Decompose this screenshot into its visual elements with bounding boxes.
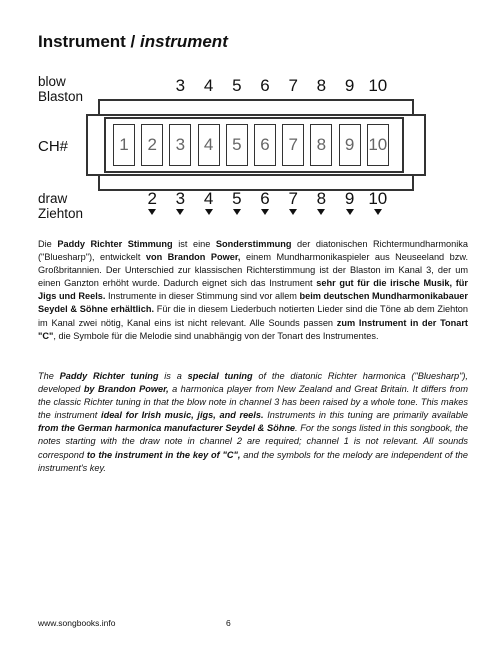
hole-3: 3 xyxy=(169,124,191,166)
english-segment: a harmonica player from New Zealand and Great Britain. It differs from the classic Richter tuning in that the blow note in channel 3 has been raised by a whole tone. This makes the instrument xyxy=(38,384,468,421)
hole-6: 6 xyxy=(254,124,276,166)
blow-label-en: blow xyxy=(38,74,66,89)
blow-note-8: 8 xyxy=(316,76,327,95)
blow-note-7: 7 xyxy=(288,76,298,95)
draw-note-10 xyxy=(368,189,388,215)
draw-note-label: 3 xyxy=(175,189,186,208)
draw-note-3 xyxy=(170,189,190,215)
hole-9: 9 xyxy=(339,124,361,166)
english-segment: ideal for Irish music, jigs, and reels. xyxy=(101,410,264,421)
english-segment: Paddy Richter tuning xyxy=(59,371,159,381)
english-segment: of the diatonic Richter harmonica ("Bluesharp"), developed xyxy=(38,371,468,395)
draw-arrow-icon xyxy=(176,209,184,215)
hole-5: 5 xyxy=(226,124,248,166)
blow-note-3: 3 xyxy=(175,76,186,95)
draw-note-label: 8 xyxy=(316,189,327,208)
english-segment: is a xyxy=(158,371,188,381)
english-segment: Instruments in this tuning are primarily available xyxy=(263,410,468,421)
blow-note-4: 4 xyxy=(203,76,214,95)
english-segment: to the instrument in the key of "C", xyxy=(86,449,241,460)
title-main: Instrument / xyxy=(38,32,141,51)
german-segment: beim deutschen Mundharmonikabauer Seydel & Söhne erhältlich. xyxy=(38,291,468,315)
hole-1: 1 xyxy=(113,124,135,166)
draw-label-en: draw xyxy=(38,191,68,206)
german-description xyxy=(38,238,468,343)
draw-note-7 xyxy=(283,189,303,215)
blow-label xyxy=(38,74,83,104)
page-title xyxy=(38,32,228,52)
english-segment: and the symbols for the melody are independent of the instrument's key. xyxy=(38,449,468,473)
german-segment: Instrumente in dieser Stimmung sind vor allem xyxy=(105,291,300,302)
hole-2: 2 xyxy=(141,124,163,166)
draw-note-9 xyxy=(340,189,360,215)
blow-label-de: Blaston xyxy=(38,89,84,104)
draw-note-label: 7 xyxy=(288,189,298,208)
hole-4: 4 xyxy=(198,124,220,166)
german-segment: Paddy Richter Stimmung xyxy=(57,239,173,249)
german-segment: , die Symbole für die Melodie sind unabhängig von der Tonart des Instrumentes. xyxy=(53,330,379,341)
channel-label: CH# xyxy=(38,138,69,155)
german-segment: sehr gut für die irische Musik, für Jigs und Reels. xyxy=(38,278,468,302)
blow-note-5: 5 xyxy=(232,76,242,95)
title-italic: instrument xyxy=(140,32,228,51)
english-segment: by Brandon Power, xyxy=(83,384,169,395)
english-description xyxy=(38,370,468,475)
hole-8: 8 xyxy=(310,124,332,166)
draw-note-4 xyxy=(199,189,219,215)
draw-note-label: 10 xyxy=(368,189,388,208)
english-segment: The xyxy=(38,371,60,381)
blow-note-9: 9 xyxy=(344,76,355,95)
draw-arrow-icon xyxy=(205,209,213,215)
english-segment: . For the songs listed in this songbook, the notes starting with the draw note in channel 2 are required; channel 1 is not relevant. All sounds correspond xyxy=(38,423,469,460)
draw-arrow-icon xyxy=(346,209,354,215)
english-segment: from the German harmonica manufacturer Seydel & Söhne xyxy=(38,423,296,434)
footer-website[interactable]: www.songbooks.info xyxy=(38,618,116,628)
german-segment: von Brandon Power, xyxy=(145,252,241,263)
draw-arrow-icon xyxy=(317,209,325,215)
german-segment: Die xyxy=(38,239,58,249)
hole-10: 10 xyxy=(367,124,389,166)
draw-note-6 xyxy=(255,189,275,215)
page-number: 6 xyxy=(226,618,231,628)
draw-note-label: 4 xyxy=(203,189,214,208)
draw-label xyxy=(38,191,83,221)
hole-7: 7 xyxy=(282,124,304,166)
blow-note-6: 6 xyxy=(260,76,270,95)
german-segment: ist eine xyxy=(172,239,216,249)
draw-arrow-icon xyxy=(289,209,297,215)
draw-arrow-icon xyxy=(233,209,241,215)
german-segment: der diatonischen Richtermundharmonika ("Bluesharp"), entwickelt xyxy=(38,239,469,263)
blow-note-10: 10 xyxy=(368,76,388,95)
draw-note-label: 5 xyxy=(232,189,242,208)
draw-note-label: 6 xyxy=(260,189,270,208)
german-segment: zum Instrument in der Tonart "C" xyxy=(38,317,468,341)
draw-arrow-icon xyxy=(148,209,156,215)
draw-arrow-icon xyxy=(261,209,269,215)
draw-note-5 xyxy=(227,189,247,215)
german-segment: Für die in diesem Liederbuch notierten Lieder sind die Töne ab dem Ziehton im Kanal zwei nötig, Kanal eins ist nicht relevant. Alle Sounds passen xyxy=(38,304,469,328)
german-segment: Sonderstimmung xyxy=(215,239,292,249)
draw-note-8 xyxy=(311,189,331,215)
draw-note-label: 9 xyxy=(344,189,355,208)
draw-arrow-icon xyxy=(374,209,382,215)
draw-note-label: 2 xyxy=(147,189,157,208)
draw-note-2 xyxy=(142,189,162,215)
german-segment: einem Mundharmonikaspieler aus Neuseeland bzw. Großbritannien. Der Unterschied zur klassischen Richterstimmung ist der Blaston im Kanal 3, der um einen Ganzton erhöht wurde. Dadurch eignet sich das Instrument xyxy=(38,252,469,289)
english-segment: special tuning xyxy=(187,371,253,381)
draw-label-de: Ziehton xyxy=(38,206,84,221)
